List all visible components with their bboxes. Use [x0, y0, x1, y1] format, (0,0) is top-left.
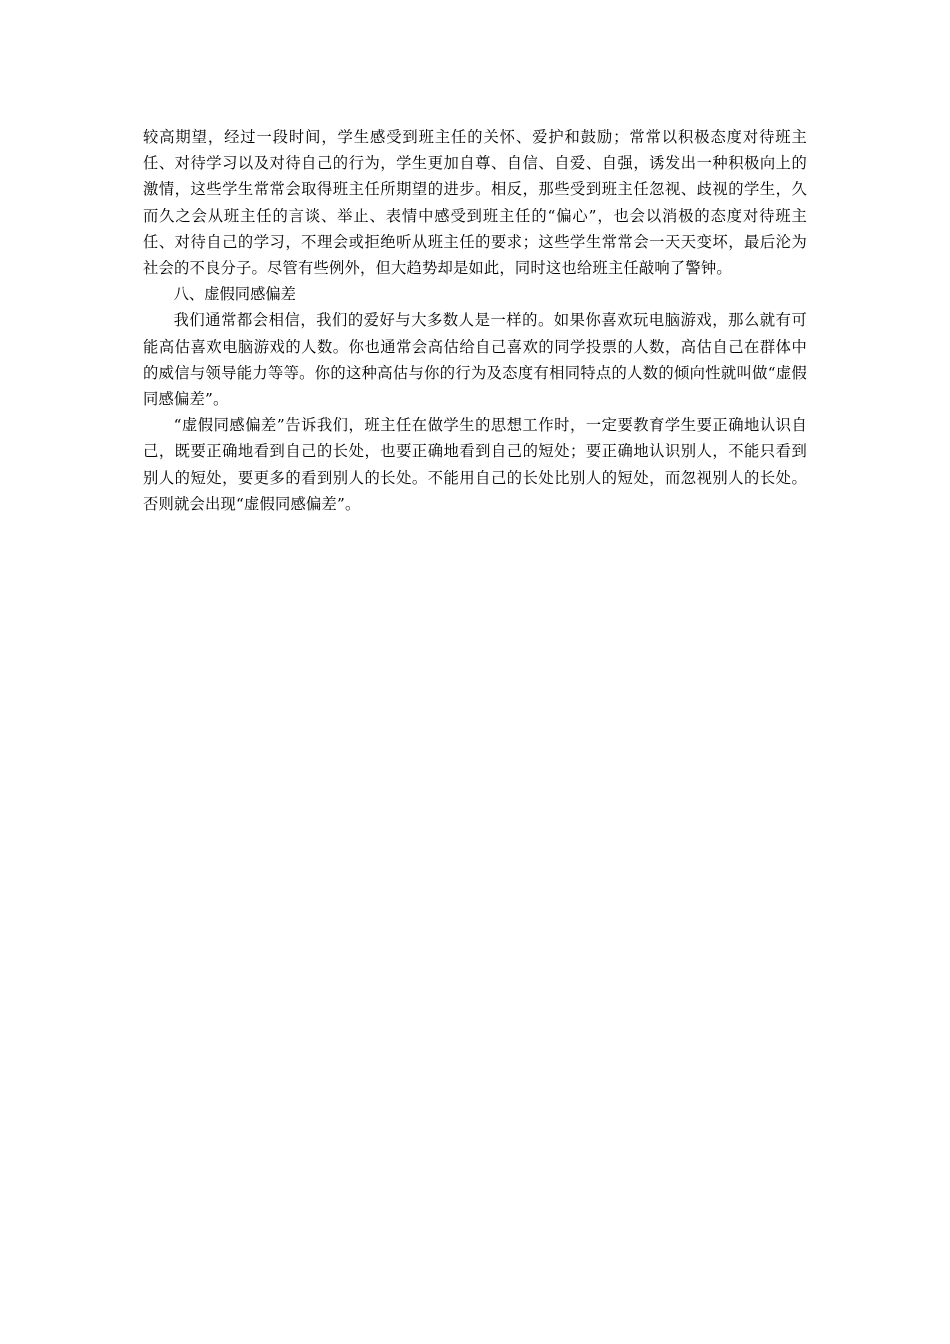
paragraph-definition: 我们通常都会相信，我们的爱好与大多数人是一样的。如果你喜欢玩电脑游戏，那么就有可能高估喜欢电脑游戏的人数。你也通常会高估给自己喜欢的同学投票的人数，高估自己在群体中的威信与领导能力等等。你的这种高估与你的行为及态度有相同特点的人数的倾向性就叫做“虚假同感偏差”。	[143, 311, 807, 409]
paragraph-continuation: 较高期望，经过一段时间，学生感受到班主任的关怀、爱护和鼓励；常常以积极态度对待班主任、对待学习以及对待自己的行为，学生更加自尊、自信、自爱、自强，诱发出一种积极向上的激情，这些学生常常会取得班主任所期望的进步。相反，那些受到班主任忽视、歧视的学生，久而久之会从班主任的言谈、举止、表情中感受到班主任的“偏心”，也会以消极的态度对待班主任、对待自己的学习，不理会或拒绝听从班主任的要求；这些学生常常会一天天变坏，最后沦为社会的不良分子。尽管有些例外，但大趋势却是如此，同时这也给班主任敲响了警钟。	[143, 128, 807, 278]
document-body	[143, 124, 807, 517]
section-heading: 八、虚假同感偏差	[173, 285, 296, 304]
paragraph-implication: “虚假同感偏差”告诉我们，班主任在做学生的思想工作时，一定要教育学生要正确地认识自己，既要正确地看到自己的长处，也要正确地看到自己的短处；要正确地认识别人，不能只看到别人的短处，要更多的看到别人的长处。不能用自己的长处比别人的短处，而忽视别人的长处。否则就会出现“虚假同感偏差”。	[143, 416, 807, 513]
